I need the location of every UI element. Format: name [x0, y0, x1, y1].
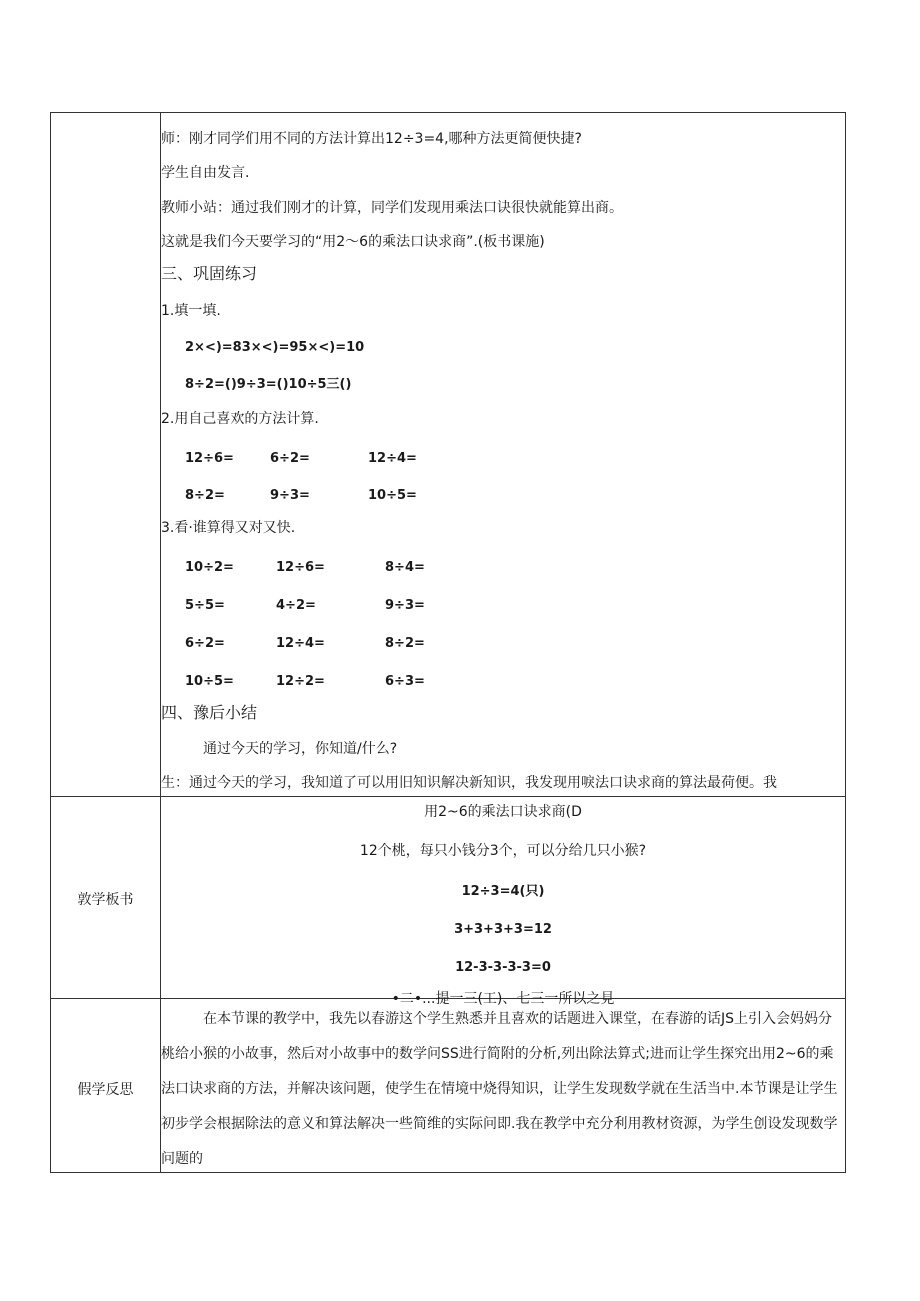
equation: 12÷6=: [276, 560, 325, 575]
board-equation: 12÷3=4(只): [461, 884, 545, 899]
board-problem: 12个桃，每只小钱分3个，可以分给几只小猴?: [359, 843, 647, 859]
row-divider: [51, 796, 845, 797]
reflection-text: 在本节课的教学中，我先以春游这个学生熟悉并且喜欢的话题进入课堂，在春游的话JS上引入会妈妈分桃给小猴的小故事，然后对小故事中的数学问SS进行简附的分析,列出除法算式;进而让学生探究出用2~6的乘法口诀求商的方法，并解决该问题，使学生在情境中烧得知识，让学生发现数学就在生活当中.本节课是让学生初步学会根据除法的意义和算法解决一些简维的实际问即.我在教学中充分利用教材资源，为学生创设发现数学问题的: [161, 1011, 838, 1167]
equation: 9÷3=: [270, 488, 310, 503]
equation: 8÷4=: [385, 560, 425, 575]
equation-row: 2×<)=83×<)=95×<)=10: [185, 340, 365, 355]
board-equation: 12-3-3-3-3=0: [455, 960, 551, 975]
equation-row: 8÷2=()9÷3=()10÷5三(): [185, 377, 352, 392]
section-heading: 四、豫后小结: [161, 703, 258, 722]
equation: 10÷5=: [368, 488, 417, 503]
equation: 12÷6=: [185, 451, 234, 466]
question-title: 1.填一填.: [161, 303, 221, 319]
equation: 12÷4=: [276, 636, 325, 651]
equation: 6÷3=: [385, 674, 425, 689]
board-equation: 3+3+3+3=12: [454, 922, 552, 937]
board-title: 用2~6的乘法口诀求商(D: [424, 804, 582, 820]
question-title: 3.看·谁算得又对又快.: [161, 520, 296, 536]
equation: 10÷5=: [185, 674, 234, 689]
row-label-board: 敦学板书: [77, 892, 134, 908]
section-heading: 三、巩固练习: [161, 264, 258, 283]
board-cut-line-clip: [161, 987, 845, 1007]
equation: 6÷2=: [270, 451, 310, 466]
summary-question: 通过今天的学习，你知道/什么?: [203, 741, 398, 757]
equation: 4÷2=: [276, 598, 316, 613]
equation: 9÷3=: [385, 598, 425, 613]
equation: 8÷2=: [185, 488, 225, 503]
process-line: 学生自由发言.: [161, 165, 250, 181]
equation: 10÷2=: [185, 560, 234, 575]
equation: 12÷2=: [276, 674, 325, 689]
process-line: 师：刚才同学们用不同的方法计算出12÷3=4,哪种方法更简便快捷?: [161, 131, 582, 147]
equation: 12÷4=: [368, 451, 417, 466]
summary-answer: 生：通过今天的学习，我知道了可以用旧知识解决新知识，我发现用唳法口诀求商的算法最荷便。我: [161, 775, 777, 791]
process-line: 这就是我们今天要学习的“用2〜6的乘法口诀求商”.(板书课施): [161, 234, 545, 250]
equation: 8÷2=: [385, 636, 425, 651]
question-title: 2.用自己喜欢的方法计算.: [161, 411, 319, 427]
lesson-table: [50, 112, 846, 1173]
row-label-reflection: 假学反思: [77, 1082, 134, 1098]
equation: 6÷2=: [185, 636, 225, 651]
process-line: 教师小站：通过我们刚才的计算，同学们发现用乘法口诀很快就能算出商。: [161, 200, 623, 216]
equation: 5÷5=: [185, 598, 225, 613]
board-cut-line: •二•...提一三(工)、七三一所以之見: [391, 991, 615, 1007]
